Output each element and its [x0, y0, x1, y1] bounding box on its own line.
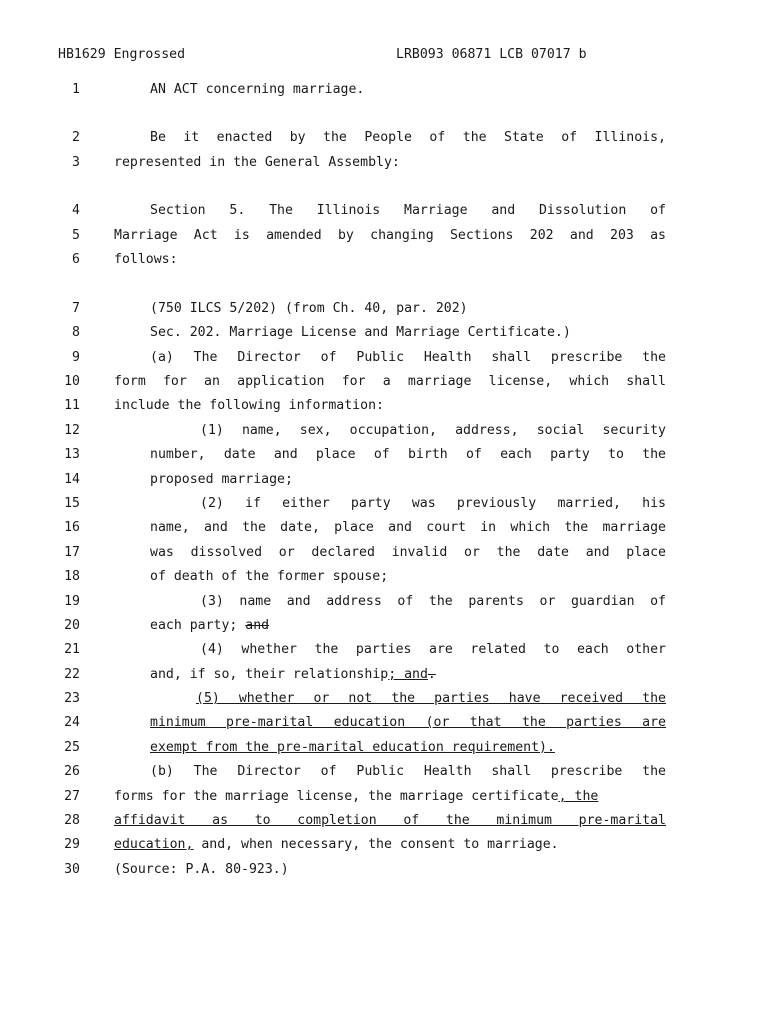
- text-segment: follows:: [114, 252, 178, 267]
- line-text: [114, 813, 666, 828]
- text-segment: (4) whether the parties are related to each other: [200, 642, 666, 657]
- line-text: [150, 667, 436, 682]
- line-number: 12: [64, 423, 80, 438]
- line-text: [114, 398, 384, 413]
- text-line: [0, 398, 770, 418]
- text-line: [0, 764, 770, 784]
- line-text: [150, 301, 468, 316]
- line-text: [114, 374, 666, 389]
- line-number: 10: [64, 374, 80, 389]
- line-text: [200, 496, 666, 511]
- line-text: [150, 545, 666, 560]
- text-line: [0, 447, 770, 467]
- text-segment: Sec. 202. Marriage License and Marriage Certificate.): [150, 325, 571, 340]
- text-segment: was dissolved or declared invalid or the date and place: [150, 545, 666, 560]
- text-line: [0, 837, 770, 857]
- text-segment: name, and the date, place and court in which the marriage: [150, 520, 666, 535]
- text-line: [0, 252, 770, 272]
- text-line: [0, 350, 770, 370]
- text-line: [0, 667, 770, 687]
- text-segment: (2) if either party was previously married, his: [200, 496, 666, 511]
- line-text: [150, 325, 571, 340]
- text-segment: include the following information:: [114, 398, 384, 413]
- line-text: [150, 447, 666, 462]
- header-bill-number: HB1629 Engrossed: [58, 47, 186, 62]
- text-segment: represented in the General Assembly:: [114, 155, 400, 170]
- line-number: 2: [72, 130, 80, 145]
- inserted-text: minimum pre-marital education (or that the parties are: [150, 715, 666, 730]
- line-text: [196, 691, 666, 706]
- line-number: 30: [64, 862, 80, 877]
- line-number: 7: [72, 301, 80, 316]
- line-number: 6: [72, 252, 80, 267]
- text-segment: each party;: [150, 618, 246, 633]
- text-line: [0, 82, 770, 102]
- text-line: [0, 813, 770, 833]
- text-line: [0, 789, 770, 809]
- text-line: [0, 594, 770, 614]
- line-number: 9: [72, 350, 80, 365]
- text-segment: number, date and place of birth of each party to the: [150, 447, 666, 462]
- text-line: [0, 618, 770, 638]
- line-number: 21: [64, 642, 80, 657]
- text-line: [0, 301, 770, 321]
- inserted-text: (5) whether or not the parties have received the: [196, 691, 666, 706]
- text-segment: and, if so, their relationship: [150, 667, 389, 682]
- text-segment: proposed marriage;: [150, 472, 293, 487]
- line-text: [150, 740, 555, 755]
- inserted-text: , the: [558, 789, 599, 804]
- text-segment: Be it enacted by the People of the State of Illinois,: [150, 130, 666, 145]
- text-line: [0, 374, 770, 394]
- line-text: [114, 837, 559, 852]
- line-text: [150, 520, 666, 535]
- line-text: [200, 642, 666, 657]
- line-text: [114, 155, 400, 170]
- line-number: 25: [64, 740, 80, 755]
- line-text: [200, 423, 666, 438]
- inserted-text: affidavit as to completion of the minimum pre-marital: [114, 813, 666, 828]
- line-number: 17: [64, 545, 80, 560]
- line-text: [150, 350, 666, 365]
- line-number: 23: [64, 691, 80, 706]
- header-lrb-code: LRB093 06871 LCB 07017 b: [396, 47, 587, 62]
- text-line: [0, 130, 770, 150]
- line-text: [114, 862, 289, 877]
- line-text: [114, 252, 178, 267]
- text-segment: (1) name, sex, occupation, address, social security: [200, 423, 666, 438]
- text-line: [0, 545, 770, 565]
- text-segment: (3) name and address of the parents or guardian of: [200, 594, 666, 609]
- line-number: 14: [64, 472, 80, 487]
- text-line: [0, 862, 770, 882]
- line-text: [150, 203, 666, 218]
- line-text: [150, 618, 269, 633]
- text-segment: Marriage Act is amended by changing Sections 202 and 203 as: [114, 228, 666, 243]
- line-number: 15: [64, 496, 80, 511]
- line-number: 26: [64, 764, 80, 779]
- text-segment: of death of the former spouse;: [150, 569, 389, 584]
- line-text: [150, 130, 666, 145]
- line-number: 1: [72, 82, 80, 97]
- text-line: [0, 715, 770, 735]
- inserted-text: exempt from the pre-marital education requirement).: [150, 740, 555, 755]
- line-number: 29: [64, 837, 80, 852]
- line-number: 4: [72, 203, 80, 218]
- text-line: [0, 740, 770, 760]
- text-line: [0, 642, 770, 662]
- line-text: [150, 569, 388, 584]
- text-line: [0, 423, 770, 443]
- line-text: [150, 82, 364, 97]
- line-number: 13: [64, 447, 80, 462]
- text-segment: and, when necessary, the consent to marriage.: [193, 837, 559, 852]
- inserted-text: ; and: [388, 667, 428, 682]
- text-segment: (Source: P.A. 80-923.): [114, 862, 289, 877]
- text-segment: AN ACT concerning marriage.: [150, 82, 365, 97]
- text-line: [0, 472, 770, 492]
- text-line: [0, 155, 770, 175]
- deleted-text: and: [245, 618, 270, 633]
- text-segment: (b) The Director of Public Health shall prescribe the: [150, 764, 666, 779]
- line-text: [150, 764, 666, 779]
- text-line: [0, 569, 770, 589]
- line-number: 5: [72, 228, 80, 243]
- line-text: [150, 715, 666, 730]
- line-text: [114, 228, 666, 243]
- text-line: [0, 325, 770, 345]
- text-segment: Section 5. The Illinois Marriage and Dissolution of: [150, 203, 666, 218]
- line-number: 16: [64, 520, 80, 535]
- line-number: 24: [64, 715, 80, 730]
- line-text: [150, 472, 293, 487]
- text-line: [0, 520, 770, 540]
- text-line: [0, 496, 770, 516]
- inserted-text: education,: [114, 837, 194, 852]
- deleted-text: .: [427, 667, 436, 682]
- line-number: 20: [64, 618, 80, 633]
- text-line: [0, 691, 770, 711]
- text-segment: forms for the marriage license, the marriage certificate: [114, 789, 559, 804]
- text-line: [0, 203, 770, 223]
- line-number: 22: [64, 667, 80, 682]
- line-number: 11: [64, 398, 80, 413]
- line-number: 18: [64, 569, 80, 584]
- line-text: [200, 594, 666, 609]
- line-number: 28: [64, 813, 80, 828]
- line-text: [114, 789, 666, 804]
- line-number: 19: [64, 594, 80, 609]
- text-segment: (a) The Director of Public Health shall prescribe the: [150, 350, 666, 365]
- text-segment: (750 ILCS 5/202) (from Ch. 40, par. 202): [150, 301, 468, 316]
- text-segment: form for an application for a marriage license, which shall: [114, 374, 666, 389]
- text-line: [0, 228, 770, 248]
- line-number: 3: [72, 155, 80, 170]
- line-number: 8: [72, 325, 80, 340]
- line-number: 27: [64, 789, 80, 804]
